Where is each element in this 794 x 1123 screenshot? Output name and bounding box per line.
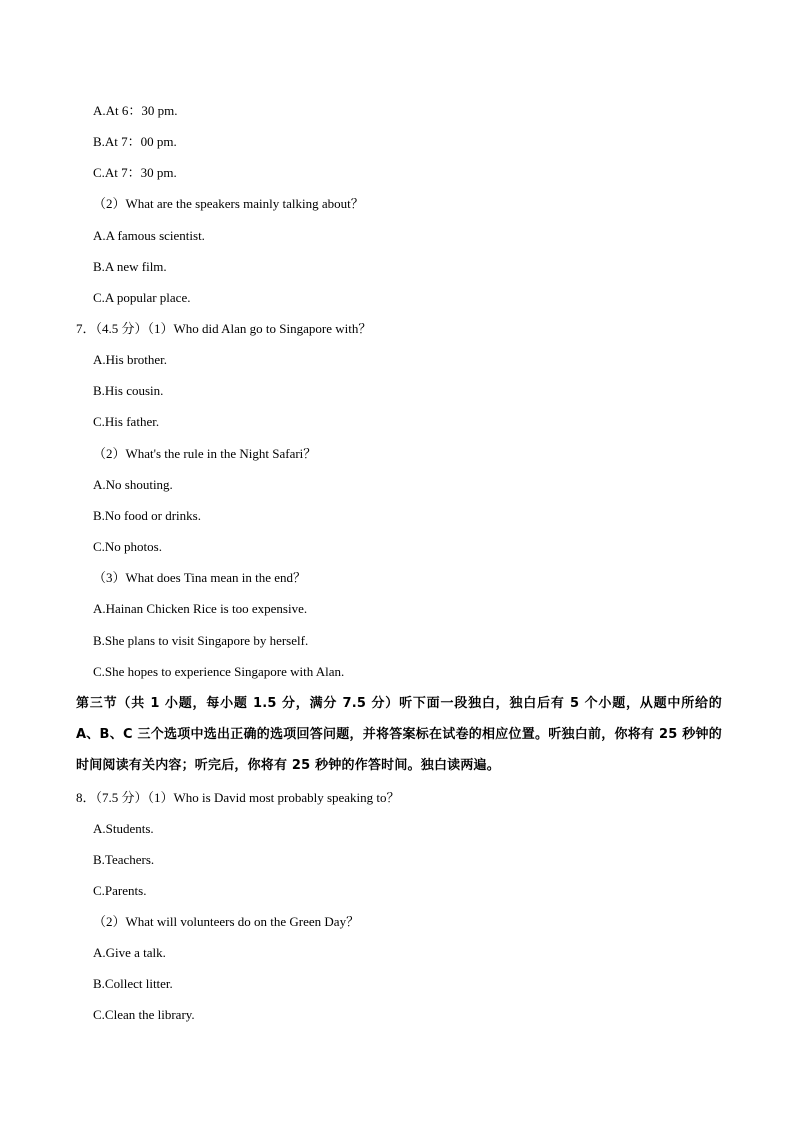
q6-2-option-a: A.A famous scientist. (93, 228, 205, 243)
q6-1-option-a: A.At 6：30 pm. (93, 103, 178, 118)
q8-1-option-c: C.Parents. (93, 883, 147, 898)
q7-2-option-a: A.No shouting. (93, 477, 173, 492)
q6-1-option-b: B.At 7：00 pm. (93, 134, 177, 149)
q6-sub-question-2: （2）What are the speakers mainly talking about？ (93, 196, 364, 211)
section-3-instructions: 第三节（共 1 小题，每小题 1.5 分，满分 7.5 分）听下面一段独白，独白后有 5 个小题，从题中所给的 A、B、C 三个选项中选出正确的选项回答问题，并将答案标在试卷的相应位置。听独白前，你将有 25 秒钟的时间阅读有关内容；听完后，你将有 25 秒钟的作答时间。独白读两遍。 (76, 696, 722, 773)
q7-2-option-c: C.No photos. (93, 539, 162, 554)
q8-1-option-b: B.Teachers. (93, 852, 155, 867)
q8-heading: 8．（7.5 分）（1）Who is David most probably speaking to？ (76, 790, 400, 805)
q7-heading: 7．（4.5 分）（1）Who did Alan go to Singapore with？ (76, 321, 372, 336)
q7-3-option-b: B.She plans to visit Singapore by herself. (93, 633, 309, 648)
q6-1-option-c: C.At 7：30 pm. (93, 165, 177, 180)
q8-2-option-c: C.Clean the library. (93, 1007, 195, 1022)
q7-3-option-a: A.Hainan Chicken Rice is too expensive. (93, 601, 308, 616)
q7-3-option-c: C.She hopes to experience Singapore with Alan. (93, 664, 345, 679)
q7-sub-question-2: （2）What's the rule in the Night Safari？ (93, 446, 317, 461)
q7-1-option-b: B.His cousin. (93, 383, 164, 398)
q7-2-option-b: B.No food or drinks. (93, 508, 201, 523)
q8-1-option-a: A.Students. (93, 821, 154, 836)
q7-sub-question-3: （3）What does Tina mean in the end？ (93, 570, 307, 585)
q7-1-option-c: C.His father. (93, 414, 160, 429)
q6-2-option-c: C.A popular place. (93, 290, 191, 305)
q8-2-option-b: B.Collect litter. (93, 976, 173, 991)
q6-2-option-b: B.A new film. (93, 259, 167, 274)
q7-1-option-a: A.His brother. (93, 352, 168, 367)
q8-2-option-a: A.Give a talk. (93, 945, 166, 960)
q8-sub-question-2: （2）What will volunteers do on the Green Day？ (93, 914, 360, 929)
